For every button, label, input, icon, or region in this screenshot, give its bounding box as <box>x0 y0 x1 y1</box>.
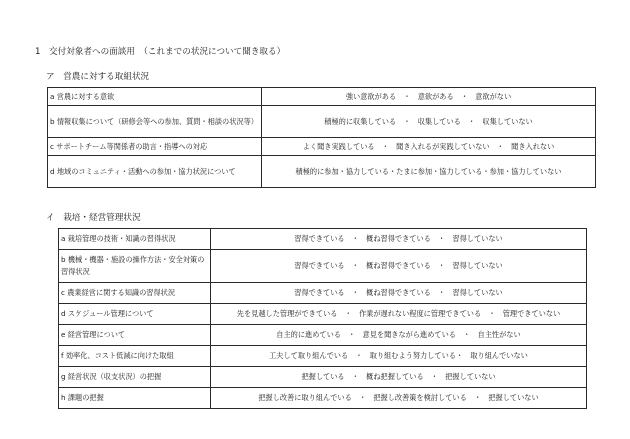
table-row <box>59 367 587 388</box>
row-options: 習得できている ・ 概ね習得できている ・ 習得していない <box>211 283 587 304</box>
row-label: c サポートチーム等関係者の助言・指導への対応 <box>48 138 262 156</box>
row-options: 習得できている ・ 概ね習得できている ・ 習得していない <box>211 250 587 283</box>
row-label: c 農業経営に関する知識の習得状況 <box>59 283 211 304</box>
table-row <box>48 88 596 106</box>
table-row <box>59 346 587 367</box>
row-label: d スケジュール管理について <box>59 304 211 325</box>
row-options: 先を見越した管理ができている ・ 作業が遅れない程度に管理できている ・ 管理できていない <box>211 304 587 325</box>
table-row <box>59 304 587 325</box>
row-label: a 営農に対する意欲 <box>48 88 262 106</box>
row-label: a 栽培管理の技術・知識の習得状況 <box>59 229 211 250</box>
table-row <box>59 283 587 304</box>
row-label: h 課題の把握 <box>59 388 211 409</box>
table-row <box>59 229 587 250</box>
row-label: f 効率化、コスト低減に向けた取組 <box>59 346 211 367</box>
row-label: e 経営管理について <box>59 325 211 346</box>
table-row <box>48 156 596 188</box>
row-options: 積極的に収集している ・ 収集している ・ 収集していない <box>262 106 596 138</box>
row-label: b 機械・機器・施設の操作方法・安全対策の習得状況 <box>59 250 211 283</box>
section-a-title: ア 営農に対する取組状況 <box>46 72 150 82</box>
row-label: d 地域のコミュニティ・活動への参加・協力状況について <box>48 156 262 188</box>
table-row <box>59 325 587 346</box>
cultivation-management-table <box>58 228 587 409</box>
section-b-title: イ 栽培・経営管理状況 <box>46 213 141 223</box>
table-row <box>59 250 587 283</box>
row-options: 積極的に参加・協力している・たまに参加・協力している・参加・協力していない <box>262 156 596 188</box>
row-options: 自主的に進めている ・ 意見を聞きながら進めている ・ 自主性がない <box>211 325 587 346</box>
row-label: b 情報収集について（研修会等への参加、質問・相談の状況等） <box>48 106 262 138</box>
table-row <box>48 106 596 138</box>
farming-efforts-table <box>47 87 596 188</box>
row-label: g 経営状況（収支状況）の把握 <box>59 367 211 388</box>
row-options: 強い意欲がある ・ 意欲がある ・ 意欲がない <box>262 88 596 106</box>
table-row <box>59 388 587 409</box>
table-row <box>48 138 596 156</box>
row-options: 把握している ・ 概ね把握している ・ 把握していない <box>211 367 587 388</box>
row-options: 把握し改善に取り組んでいる ・ 把握し改善策を検討している ・ 把握していない <box>211 388 587 409</box>
row-options: 工夫して取り組んでいる ・ 取り組むよう努力している・ 取り組んでいない <box>211 346 587 367</box>
row-options: よく聞き実践している ・ 聞き入れるが実践していない ・ 聞き入れない <box>262 138 596 156</box>
section-1-title: 1 交付対象者への面談用 （これまでの状況について聞き取る） <box>35 47 286 57</box>
row-options: 習得できている ・ 概ね習得できている ・ 習得していない <box>211 229 587 250</box>
